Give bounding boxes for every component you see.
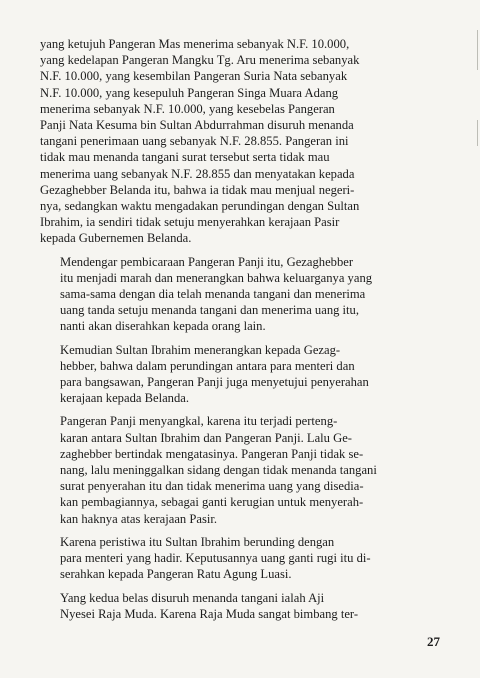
text-line: N.F. 10.000, yang kesembilan Pangeran Suria Nata sebanyak [40,69,348,84]
text-line: nang, lalu meninggalkan sidang dengan tidak menanda tangani [60,463,377,478]
paragraph [40,413,445,526]
text-line: zaghebber bertindak mengatasinya. Pangeran Panji tidak se- [60,446,364,461]
text-line: Yang kedua belas disuruh menanda tangani ialah Aji [60,590,325,605]
text-line: serahkan kepada Pangeran Ratu Agung Luasi. [60,567,292,582]
paragraph [40,534,445,583]
text-line: nya, sedangkan waktu mengadakan perundingan dengan Sultan [40,199,360,214]
text-line: para menteri yang hadir. Keputusannya uang ganti rugi itu di- [60,551,371,566]
text-line: Ibrahim, ia sendiri tidak setuju menyerahkan kerajaan Pasir [40,215,340,230]
text-line: menerima uang sebanyak N.F. 28.855 dan menyatakan kepada [40,166,355,181]
text-line: Pangeran Panji menyangkal, karena itu terjadi perteng- [60,414,338,429]
text-line: kan pembagiannya, sebagai ganti kerugian untuk menyerah- [60,495,364,510]
paragraph [40,254,445,335]
page-edge-mark [477,30,478,70]
text-line: para bangsawan, Pangeran Panji juga menyetujui penyerahan [60,375,369,390]
text-line: nanti akan diserahkan kepada orang lain. [60,319,266,334]
text-line: surat penyerahan itu dan tidak menerima uang yang disedia- [60,479,364,494]
text-line: yang ketujuh Pangeran Mas menerima sebanyak N.F. 10.000, [40,37,350,51]
paragraph [40,36,445,247]
text-line: N.F. 10.000, yang kesepuluh Pangeran Singa Muara Adang [40,85,339,100]
paragraph [40,342,445,407]
text-line: hebber, bahwa dalam perundingan antara para menteri dan [60,358,355,373]
text-line: Mendengar pembicaraan Pangeran Panji itu, Gezaghebber [60,254,354,269]
text-line: kerajaan kepada Belanda. [60,391,190,406]
text-line: Panji Nata Kesuma bin Sultan Abdurrahman disuruh menanda [40,118,354,133]
text-line: menerima sebanyak N.F. 10.000, yang kesebelas Pangeran [40,101,335,116]
text-line: Nyesei Raja Muda. Karena Raja Muda sangat bimbang ter- [60,606,359,621]
text-line: uang tanda setuju menanda tangani dan menerima uang itu, [60,303,360,318]
text-line: itu menjadi marah dan menerangkan bahwa keluarganya yang [60,270,373,285]
text-line: sama-sama dengan dia telah menanda tangani dan menerima [60,287,366,302]
page-number: 27 [427,634,440,649]
text-line: kan haknya atas kerajaan Pasir. [60,511,218,526]
text-line: Kemudian Sultan Ibrahim menerangkan kepada Gezag- [60,342,341,357]
body-text [40,36,445,629]
paragraph [40,590,445,622]
text-line: kepada Gubernemen Belanda. [40,231,192,246]
page-edge-mark [477,120,478,146]
text-line: tangani penerimaan uang sebanyak N.F. 28.855. Pangeran ini [40,134,349,149]
text-line: tidak mau menanda tangani surat tersebut serta tidak mau [40,150,330,165]
text-line: Karena peristiwa itu Sultan Ibrahim berunding dengan [60,534,335,549]
text-line: karan antara Sultan Ibrahim dan Pangeran Panji. Lalu Ge- [60,430,352,445]
text-line: yang kedelapan Pangeran Mangku Tg. Aru menerima sebanyak [40,53,360,68]
text-line: Gezaghebber Belanda itu, bahwa ia tidak mau menjual negeri- [40,182,355,197]
